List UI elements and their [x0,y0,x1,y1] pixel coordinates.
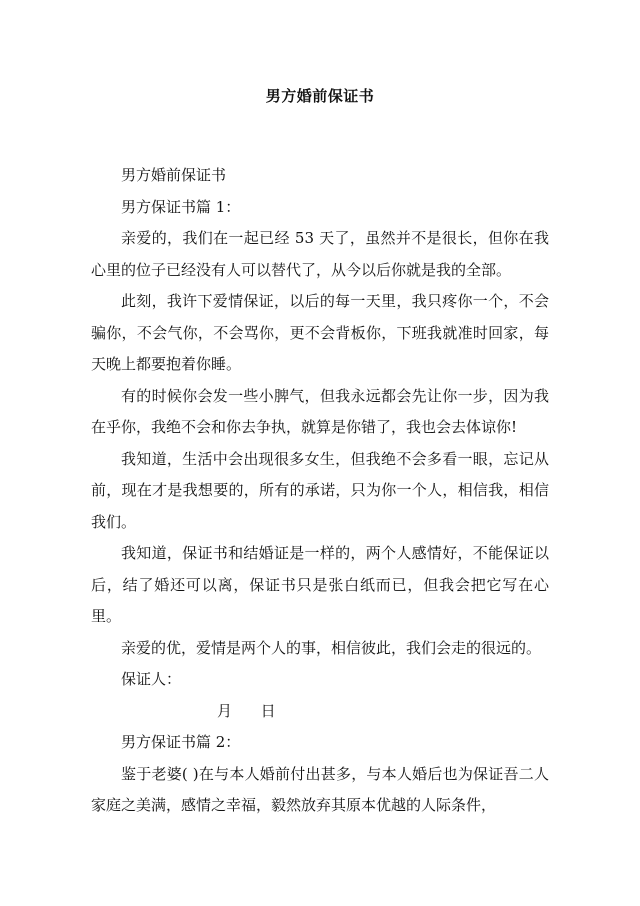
guarantor-label: 保证人： [121,670,182,688]
paragraph-heading: 男方婚前保证书 [121,166,227,184]
paragraph-section-1-label: 男方保证书篇 1： [121,197,241,216]
paragraph-section-2-label: 男方保证书篇 2： [121,733,241,751]
date-line: 月 日 [217,701,276,720]
paragraph: 鉴于老婆( )在与本人婚前付出甚多，与本人婚后也为保证吾二人家庭之美满，感情之幸福，毅然放弃其原本优越的人际条件， [91,764,549,814]
document-body [91,160,549,822]
paragraph: 有的时候你会发一些小脾气，但我永远都会先让你一步，因为我在乎你，我绝不会和你去争执，就算是你错了，我也会去体谅你! [91,386,549,436]
paragraph: 此刻，我许下爱情保证，以后的每一天里，我只疼你一个，不会骗你，不会气你，不会骂你，更不会背板你，下班我就准时回家，每天晚上都要抱着你睡。 [91,292,549,373]
paragraph: 我知道，生活中会出现很多女生，但我绝不会多看一眼，忘记从前，现在才是我想要的，所有的承诺，只为你一个人，相信我，相信我们。 [91,449,549,531]
document-title: 男方婚前保证书 [265,87,375,105]
paragraph: 我知道，保证书和结婚证是一样的，两个人感情好，不能保证以后，结了婚还可以离，保证书只是张白纸而已，但我会把它写在心里。 [91,544,549,625]
paragraph: 亲爱的优，爱情是两个人的事，相信彼此，我们会走的很远的。 [121,638,542,657]
paragraph: 亲爱的，我们在一起已经 53 天了，虽然并不是很长，但你在我心里的位子已经没有人可以替代了，从今以后你就是我的全部。 [91,229,549,279]
